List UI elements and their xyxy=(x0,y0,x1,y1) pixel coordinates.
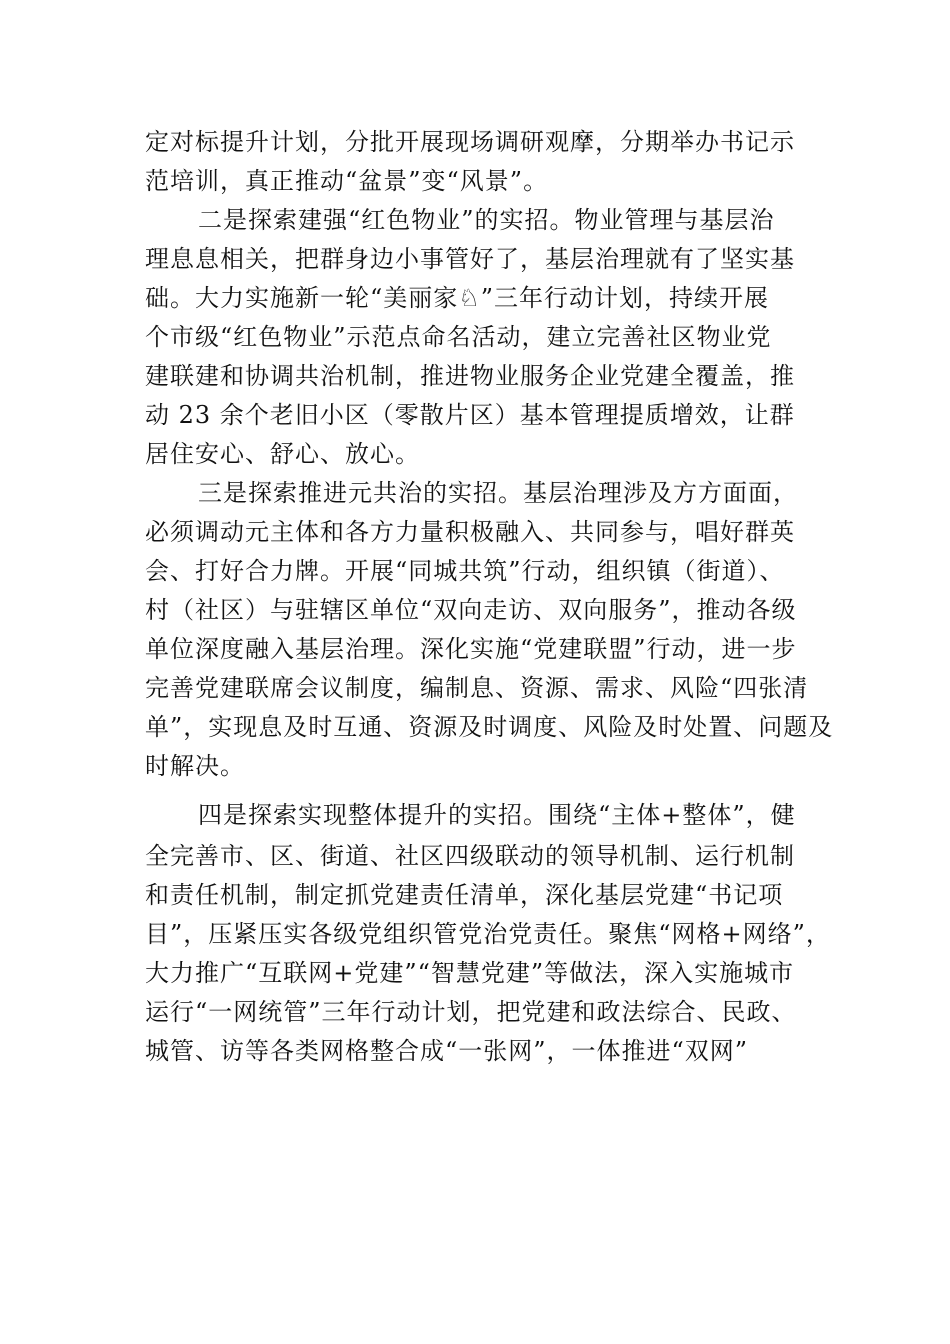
text-line: 个市级“红色物业”示范点命名活动，建立完善社区物业党 xyxy=(145,323,772,351)
text-line: 会、打好合力牌。开展“同城共筑”行动，组织镇（街道）、 xyxy=(145,557,785,585)
text-line: 础。大力实施新一轮“美丽家♘”三年行动计划，持续开展 xyxy=(145,284,770,312)
text-line: 完善党建联席会议制度，编制息、资源、需求、风险“四张清 xyxy=(145,674,809,702)
paragraph-start-line: 四是探索实现整体提升的实招。围绕“主体+整体”，健 xyxy=(198,801,796,829)
text-line: 和责任机制，制定抓党建责任清单，深化基层党建“书记项 xyxy=(145,881,784,909)
text-line: 必须调动元主体和各方力量积极融入、共同参与，唱好群英 xyxy=(145,518,795,546)
text-line: 大力推广“互联网+党建”“智慧党建”等做法，深入实施城市 xyxy=(145,959,795,987)
text-line: 定对标提升计划，分批开展现场调研观摩，分期举办书记示 xyxy=(145,128,795,156)
text-line: 建联建和协调共治机制，推进物业服务企业党建全覆盖，推 xyxy=(145,362,795,390)
paragraph-start-line: 三是探索推进元共治的实招。基层治理涉及方方面面， xyxy=(198,479,798,507)
text-line: 范培训，真正推动“盆景”变“风景”。 xyxy=(145,167,549,195)
text-line: 单位深度融入基层治理。深化实施“党建联盟”行动，进一步 xyxy=(145,635,797,663)
text-line: 理息息相关，把群身边小事管好了，基层治理就有了坚实基 xyxy=(145,245,795,273)
text-line: 时解决。 xyxy=(145,752,245,780)
text-line: 村（社区）与驻辖区单位“双向走访、双向服务”，推动各级 xyxy=(145,596,797,624)
text-line: 城管、访等各类网格整合成“一张网”，一体推进“双网” xyxy=(145,1037,749,1065)
text-line: 运行“一网统管”三年行动计划，把党建和政法综合、民政、 xyxy=(145,998,797,1026)
text-line: 单”，实现息及时互通、资源及时调度、风险及时处置、问题及 xyxy=(145,713,834,741)
text-line: 全完善市、区、街道、社区四级联动的领导机制、运行机制 xyxy=(145,842,795,870)
text-line: 动 23 余个老旧小区（零散片区）基本管理提质增效，让群 xyxy=(145,401,795,429)
paragraph-start-line: 二是探索建强“红色物业”的实招。物业管理与基层治 xyxy=(198,206,775,234)
text-line: 居住安心、舒心、放心。 xyxy=(145,440,420,468)
text-line: 目”，压紧压实各级党组织管党治党责任。聚焦“网格+网络”， xyxy=(145,920,831,948)
